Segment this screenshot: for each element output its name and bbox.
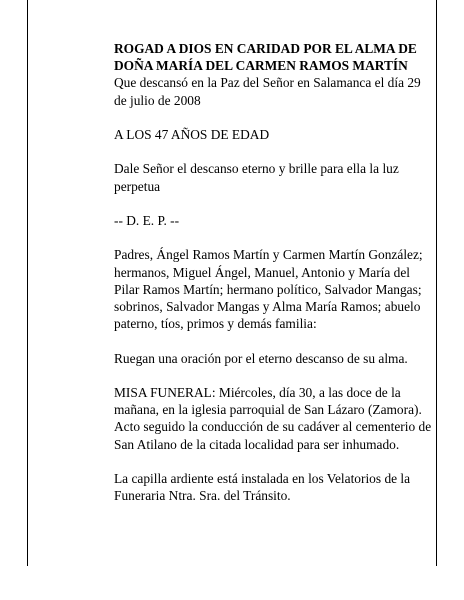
family-list: Padres, Ángel Ramos Martín y Carmen Martín González; hermanos, Miguel Ángel, Manuel, Antonio y María del Pilar Ramos Martín; hermano político, Salvador Mangas; sobrinos, Salvador Mangas y Alma María Ramos; abuelo paterno, tíos, primos y demás familia: <box>114 247 423 332</box>
prayer-text: Dale Señor el descanso eterno y brille para ella la luz perpetua <box>114 161 399 194</box>
chapel-info: La capilla ardiente está instalada en los Velatorios de la Funeraria Ntra. Sra. del Tránsito. <box>114 470 411 504</box>
notice-heading-line1: ROGAD A DIOS EN CARIDAD POR EL ALMA DE <box>114 41 417 56</box>
obituary-notice <box>114 40 434 522</box>
death-info: Que descansó en la Paz del Señor en Salamanca el día 29 de julio de 2008 <box>114 75 421 108</box>
deceased-name: DOÑA MARÍA DEL CARMEN RAMOS MARTÍN <box>114 58 408 74</box>
funeral-info: MISA FUNERAL: Miércoles, día 30, a las doce de la mañana, en la iglesia parroquial de San Lázaro (Zamora). Acto seguido la conducción de su cadáver al cementerio de San Atilano de la citada localidad para ser inhumado. <box>114 384 432 452</box>
rip-line: -- D. E. P. -- <box>114 212 180 228</box>
prayer-request: Ruegan una oración por el eterno descanso de su alma. <box>114 350 408 366</box>
age-line: A LOS 47 AÑOS DE EDAD <box>114 127 270 142</box>
